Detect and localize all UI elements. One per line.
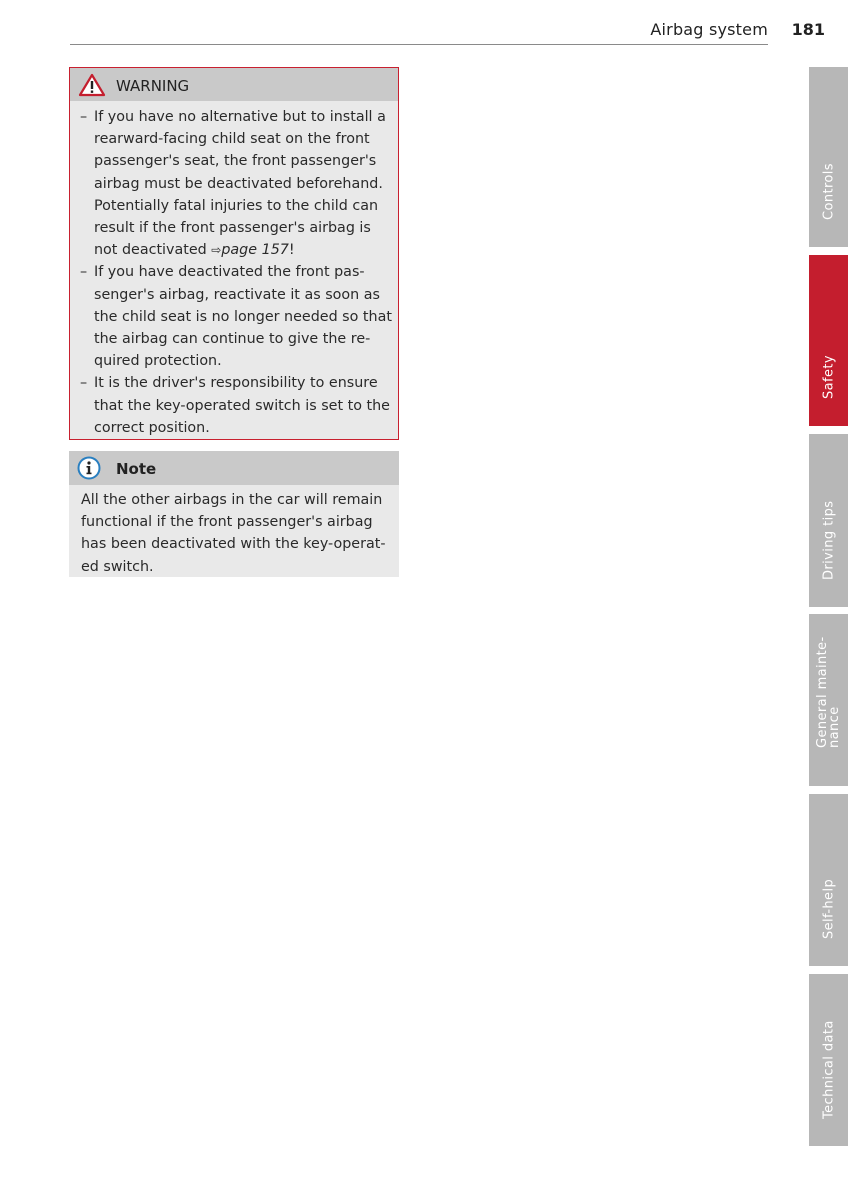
warning-line: rearward-facing child seat on the front xyxy=(94,131,370,148)
arrow-right-icon: ⇨ xyxy=(211,243,222,258)
page-reference-link[interactable]: page 157 xyxy=(221,242,289,259)
tab-label: Driving tips xyxy=(821,500,836,580)
tab-label-line: General mainte- xyxy=(814,636,830,748)
tab-controls[interactable] xyxy=(809,67,848,247)
warning-item xyxy=(80,106,388,261)
list-dash: – xyxy=(80,375,88,392)
header-rule xyxy=(70,44,768,45)
tab-general-maintenance[interactable] xyxy=(809,614,848,786)
warning-body xyxy=(70,101,398,439)
warning-triangle-icon xyxy=(78,73,106,97)
note-body xyxy=(69,485,399,578)
warning-line: quired protection. xyxy=(94,353,222,370)
warning-line: the child seat is no longer needed so that xyxy=(94,308,392,325)
warning-line: It is the driver's responsibility to ensure xyxy=(94,375,378,392)
warning-box xyxy=(69,67,399,440)
tab-technical-data[interactable] xyxy=(809,974,848,1146)
note-line: ed switch. xyxy=(81,558,154,575)
tab-driving-tips[interactable] xyxy=(809,434,848,607)
warning-line: senger's airbag, reactivate it as soon as xyxy=(94,286,380,303)
list-dash: – xyxy=(80,264,88,281)
list-dash: – xyxy=(80,109,88,125)
ref-suffix: ! xyxy=(288,242,295,259)
warning-line: the airbag can continue to give the re- xyxy=(94,331,371,348)
warning-heading: WARNING xyxy=(116,77,190,95)
note-line: All the other airbags in the car will remain xyxy=(81,492,383,508)
page-header xyxy=(70,20,825,46)
warning-line: airbag must be deactivated beforehand. xyxy=(94,175,383,192)
tab-label xyxy=(814,636,842,748)
warning-line-ref xyxy=(94,239,388,261)
warning-line: Potentially fatal injuries to the child can xyxy=(94,197,379,214)
tab-label: Safety xyxy=(821,355,836,399)
warning-item xyxy=(80,261,392,372)
warning-line: correct position. xyxy=(94,419,210,436)
warning-item xyxy=(80,372,388,439)
ref-prefix: not deactivated xyxy=(94,242,212,259)
tab-label: Technical data xyxy=(821,1020,836,1119)
tab-label: Self-help xyxy=(821,878,836,939)
info-circle-icon xyxy=(77,456,101,480)
tab-label-line: nance xyxy=(826,706,842,748)
note-heading: Note xyxy=(116,460,157,478)
page-number: 181 xyxy=(791,20,825,39)
note-line: functional if the front passenger's airbag xyxy=(81,514,373,531)
tab-label: Controls xyxy=(821,163,836,220)
warning-line: that the key-operated switch is set to the xyxy=(94,397,390,414)
warning-line: If you have deactivated the front pas- xyxy=(94,264,365,281)
note-header xyxy=(69,451,399,485)
warning-line: If you have no alternative but to install a xyxy=(94,109,386,125)
warning-line: result if the front passenger's airbag is xyxy=(94,220,371,237)
warning-line: passenger's seat, the front passenger's xyxy=(94,153,377,170)
warning-header xyxy=(70,68,398,101)
note-box xyxy=(69,451,399,577)
note-line: has been deactivated with the key-operat- xyxy=(81,536,386,553)
tab-self-help[interactable] xyxy=(809,794,848,966)
header-title: Airbag system xyxy=(650,20,768,39)
tab-safety[interactable] xyxy=(809,255,848,426)
